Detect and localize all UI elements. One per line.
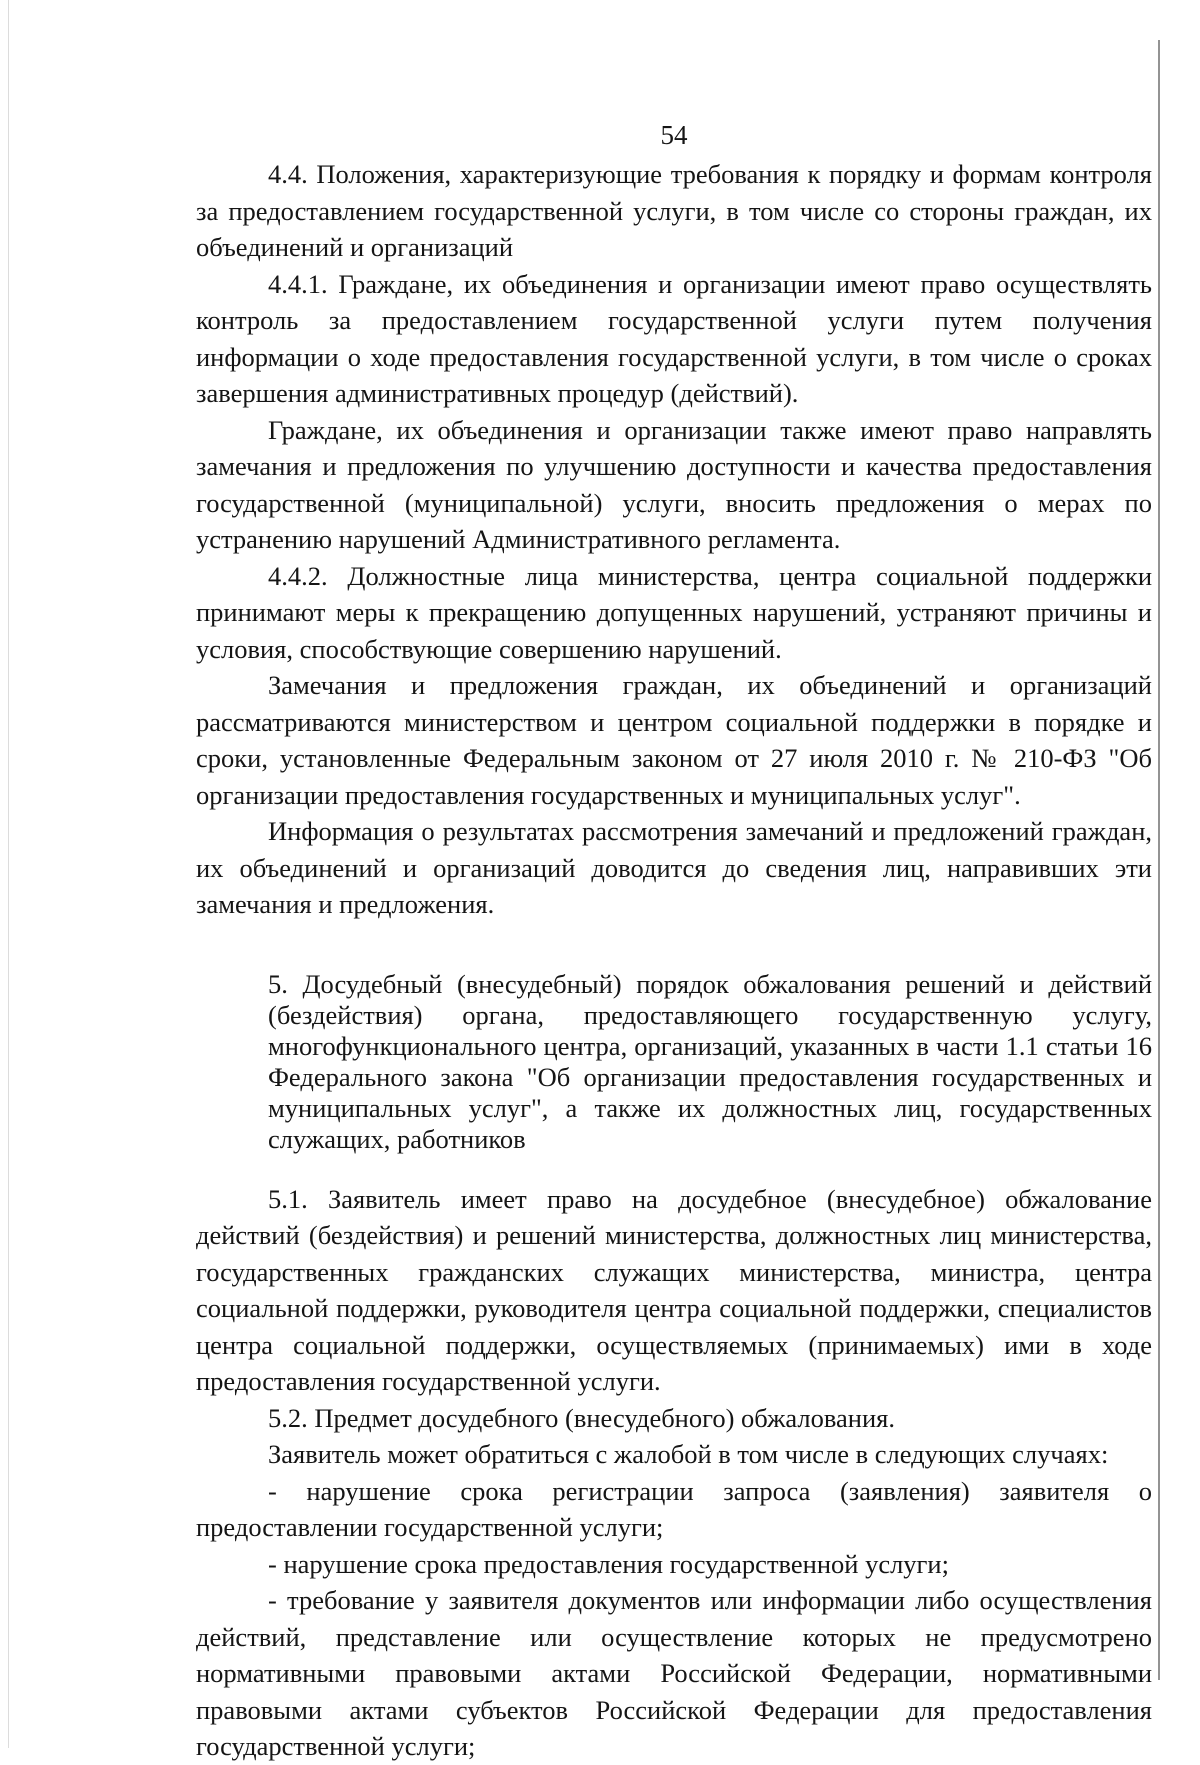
- page-content: [196, 118, 1152, 1765]
- paragraph-remarks-review: Замечания и предложения граждан, их объединений и организаций рассматриваются министерством и центром социальной поддержки в порядке и сроки, установленные Федеральным законом от 27 июля 2010 г. № 210-ФЗ "Об организации предоставления государственных и муниципальных услуг".: [196, 670, 1152, 810]
- list-item-deadline-violation: - нарушение срока предоставления государственной услуги;: [268, 1548, 949, 1579]
- paragraph-citizens-rights: Граждане, их объединения и организации также имеют право направлять замечания и предложения по улучшению доступности и качества предоставления государственной (муниципальной) услуги, вносить предложения о мерах по устранению нарушений Административного регламента.: [196, 414, 1152, 554]
- paragraph-5-1: 5.1. Заявитель имеет право на досудебное (внесудебное) обжалование действий (бездействия) и решений министерства, должностных лиц министерства, государственных гражданских служащих министерства, министра, центра социальной поддержки, руководителя центра социальной поддержки, специалистов центра социальной поддержки, осуществляемых (принимаемых) ими в ходе предоставления государственной услуги.: [196, 1183, 1152, 1396]
- section-5-heading-text: 5. Досудебный (внесудебный) порядок обжалования решений и действий (бездействия) органа, предоставляющего государственную услугу, многофункционального центра, организаций, указанных в части 1.1 статьи 16 Федерального закона "Об организации предоставления государственных и муниципальных услуг", а также их должностных лиц, государственных служащих, работников: [268, 968, 1152, 1154]
- list-item-registration-violation: - нарушение срока регистрации запроса (заявления) заявителя о предоставлении государственной услуги;: [196, 1475, 1152, 1542]
- list-item-documents-requirement: - требование у заявителя документов или информации либо осуществления действий, представление или осуществление которых не предусмотрено нормативными правовыми актами Российской Федерации, нормативными правовыми актами субъектов Российской Федерации для предоставления государственной услуги;: [196, 1585, 1152, 1761]
- paragraph-4-4: 4.4. Положения, характеризующие требования к порядку и формам контроля за предоставлением государственной услуги, в том числе со стороны граждан, их объединений и организаций: [196, 159, 1152, 262]
- paragraph-5-2: 5.2. Предмет досудебного (внесудебного) обжалования.: [268, 1402, 895, 1433]
- page-number: 54: [660, 120, 688, 150]
- paragraph-4-4-1: 4.4.1. Граждане, их объединения и организации имеют право осуществлять контроль за предоставлением государственной услуги путем получения информации о ходе предоставления государственной услуги, в том числе о сроках завершения административных процедур (действий).: [196, 268, 1152, 408]
- paragraph-4-4-2: 4.4.2. Должностные лица министерства, центра социальной поддержки принимают меры к прекращению допущенных нарушений, устраняют причины и условия, способствующие совершению нарушений.: [196, 560, 1152, 664]
- section-5-heading: [196, 969, 1152, 1155]
- paragraph-complaint-cases: Заявитель может обратиться с жалобой в том числе в следующих случаях:: [268, 1439, 1109, 1469]
- paragraph-results-info: Информация о результатах рассмотрения замечаний и предложений граждан, их объединений и организаций доводится до сведения лиц, направивших эти замечания и предложения.: [196, 816, 1152, 919]
- scan-edge-left: [8, 0, 9, 1748]
- scan-edge-right: [1158, 40, 1160, 1680]
